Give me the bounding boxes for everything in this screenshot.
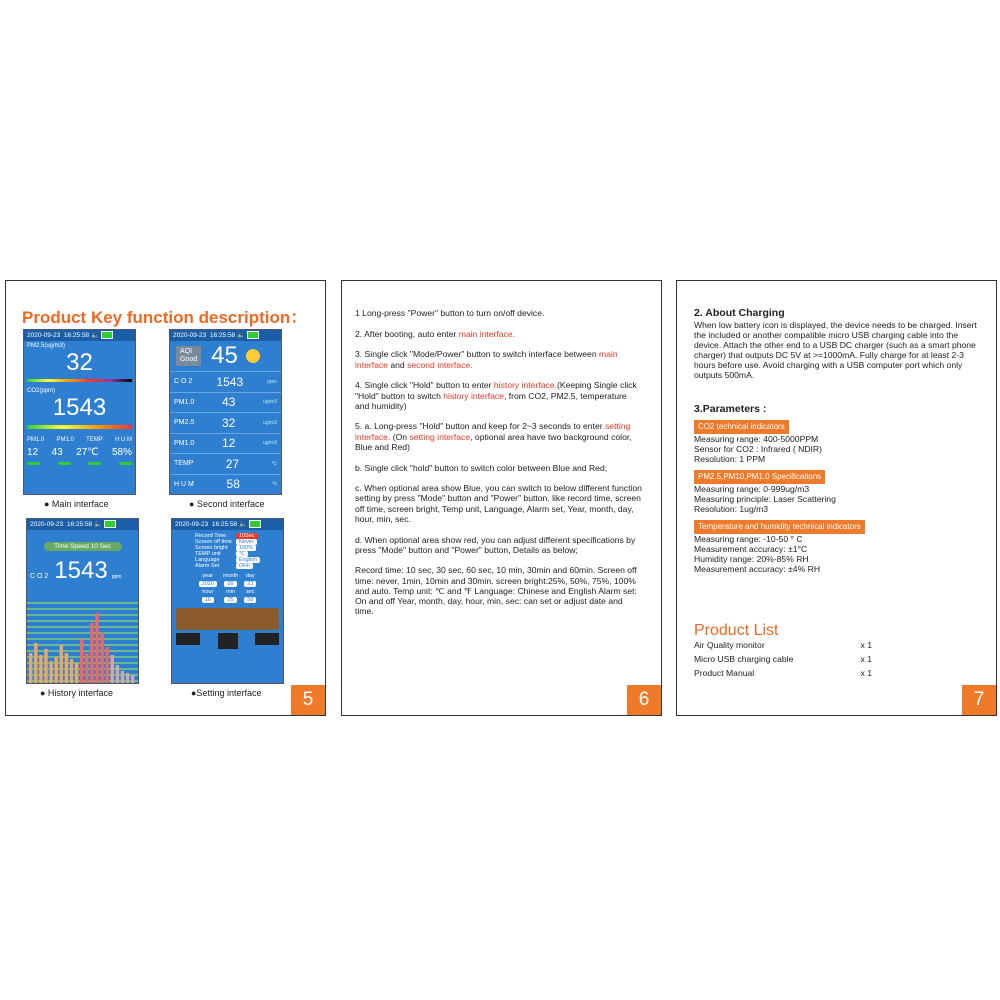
page-number: 5 bbox=[291, 685, 325, 715]
history-bar bbox=[39, 655, 42, 683]
button-row bbox=[176, 633, 279, 649]
page-number: 7 bbox=[962, 685, 996, 715]
history-bar-chart bbox=[27, 599, 138, 683]
speaker-icon: 🔈 bbox=[237, 332, 246, 339]
time-speed-badge: Time Speed 10 Sec bbox=[44, 542, 122, 551]
instruction-paragraph: 5. a. Long-press "Hold" button and keep for 2~3 seconds to enter setting interface. (On setting interface, optional area have two background color, Blue and Red) bbox=[355, 421, 632, 452]
setting-row: Screen off time Never bbox=[193, 539, 262, 545]
date-time-table: year month day 2020 09 23 hour min sec 16 25 58 bbox=[195, 571, 261, 605]
setting-row: Language English bbox=[193, 557, 262, 563]
history-bar bbox=[75, 663, 78, 683]
second-metric-list bbox=[170, 372, 281, 495]
help-panel bbox=[176, 608, 279, 630]
parameter-line: Resolution: 1 PPM bbox=[694, 454, 766, 464]
parameter-groups bbox=[694, 420, 984, 574]
parameter-line: Measuring range: -10-50 ° C bbox=[694, 534, 803, 544]
co2-label: CO2(ppm) bbox=[27, 388, 56, 394]
history-bar bbox=[95, 613, 98, 683]
history-bar bbox=[100, 633, 103, 683]
history-bar bbox=[106, 647, 109, 683]
charging-section bbox=[694, 308, 984, 380]
setting-row: Record Time 10Sec bbox=[193, 533, 262, 539]
history-bar bbox=[34, 643, 37, 683]
instruction-paragraph: 2. After booting, auto enter main interface. bbox=[355, 328, 516, 339]
history-interface-screen bbox=[26, 518, 139, 684]
metric-row: PM2.5 32 ug/m3 bbox=[170, 413, 281, 434]
parameter-line: Measurement accuracy: ±4% RH bbox=[694, 564, 821, 574]
history-bar bbox=[90, 623, 93, 683]
metric-row: H U M 58 % bbox=[170, 475, 281, 496]
battery-icon bbox=[101, 331, 113, 339]
history-interface-caption: ● History interface bbox=[40, 688, 113, 698]
setting-row: Screen bright 100% bbox=[193, 545, 262, 551]
history-bar bbox=[131, 675, 134, 683]
history-bar bbox=[65, 653, 68, 683]
aqi-row: AQI Good 45 bbox=[170, 341, 281, 372]
history-bar bbox=[49, 661, 52, 683]
speaker-icon: 🔈 bbox=[94, 521, 103, 528]
status-bar: 2020-09-23 16:25:58 🔈 bbox=[172, 519, 283, 530]
parameter-tag: PM2.5,PM10,PM1.0 Specifications bbox=[694, 470, 825, 484]
product-list-section bbox=[694, 622, 984, 680]
parameter-tag: CO2 technical indicators bbox=[694, 420, 789, 434]
instruction-paragraph: 4. Single click "Hold" button to enter history interface.(Keeping Single click "Hold" button to switch history interface, from CO2, PM2.5, temperature and humidity) bbox=[355, 380, 637, 411]
history-bar bbox=[85, 653, 88, 683]
parameter-line: Sensor for CO2 : Infrared ( NDIR) bbox=[694, 444, 822, 454]
parameter-tag: Temperature and humidity technical indicators bbox=[694, 520, 865, 534]
status-bar: 2020-09-23 16:25:58 🔈 bbox=[24, 330, 135, 341]
co2-scale bbox=[27, 425, 132, 429]
manual-page-6 bbox=[341, 280, 662, 716]
speaker-icon: 🔈 bbox=[91, 332, 100, 339]
parameter-group bbox=[694, 470, 984, 514]
parameter-line: Measuring principle: Laser Scattering bbox=[694, 494, 836, 504]
charging-title: 2. About Charging bbox=[694, 307, 785, 319]
main-interface-screen bbox=[23, 329, 136, 495]
history-co2: C O 2 1543 ppm bbox=[30, 557, 122, 584]
history-bar bbox=[126, 673, 129, 683]
power-button-icon bbox=[176, 633, 200, 645]
instruction-paragraph: 1 Long-press "Power" button to turn on/off device. bbox=[355, 308, 545, 318]
history-bar bbox=[80, 639, 83, 683]
page-number: 6 bbox=[627, 685, 661, 715]
metric-row: PM1.0 43 ug/m3 bbox=[170, 393, 281, 414]
speaker-icon: 🔈 bbox=[239, 521, 248, 528]
product-row: Air Quality monitor x 1 bbox=[694, 640, 872, 650]
parameter-line: Measuring range: 400-5000PPM bbox=[694, 434, 819, 444]
main-interface-caption: ● Main interface bbox=[44, 499, 109, 509]
page-title: Product Key function description： bbox=[22, 308, 308, 327]
pm25-label: PM2.5(ug/m3) bbox=[27, 343, 66, 349]
parameter-group bbox=[694, 420, 984, 464]
battery-icon bbox=[247, 331, 259, 339]
battery-icon bbox=[249, 520, 261, 528]
instructions-text bbox=[355, 308, 643, 627]
history-bar bbox=[111, 655, 114, 683]
setting-interface-screen bbox=[171, 518, 284, 684]
parameter-line: Humidity range: 20%-85% RH bbox=[694, 554, 809, 564]
settings-table bbox=[193, 533, 262, 569]
battery-icon bbox=[104, 520, 116, 528]
manual-page-7 bbox=[676, 280, 997, 716]
metric-labels: PM1.0 PM1.0 TEMP H U M bbox=[27, 437, 132, 443]
history-bar bbox=[60, 645, 63, 683]
history-bar bbox=[44, 649, 47, 683]
product-row: Product Manual x 1 bbox=[694, 668, 872, 678]
setting-row: TEMP unit ℃ bbox=[193, 551, 262, 557]
product-row: Micro USB charging cable x 1 bbox=[694, 654, 872, 664]
setting-row: Alarm Set OFF bbox=[193, 563, 262, 569]
second-interface-screen bbox=[169, 329, 282, 495]
instruction-paragraph: c. When optional area show Blue, you can switch to below different function setting by press "Mode" button and "Power" button. like record time, screen off time, screen bright, Temp unit, Language, Alarm set, Year, month, day, hour, min, sec. bbox=[355, 483, 642, 524]
charging-text: When low battery icon is displayed, the device needs to be charged. Insert the included or another compatible micro USB charging cable into the device. Attach the other end to a USB DC charger (such as a smart phone charger) that outputs DC 5V at >=1000mA. Fully charge for at least 2-3 hours before use. Avoid charging with a USB computer port which only outputs 500mA. bbox=[694, 320, 977, 380]
metric-row: TEMP 27 ℃ bbox=[170, 454, 281, 475]
history-bar bbox=[116, 665, 119, 683]
metric-row: C O 2 1543 ppm bbox=[170, 372, 281, 393]
co2-value: 1543 bbox=[52, 394, 107, 421]
parameters-section bbox=[694, 404, 984, 574]
smiley-icon bbox=[246, 349, 260, 363]
setting-interface-caption: ●Setting interface bbox=[191, 688, 262, 698]
parameters-title: 3.Parameters : bbox=[694, 403, 767, 415]
history-bar bbox=[70, 659, 73, 683]
second-interface-caption: ● Second interface bbox=[189, 499, 265, 509]
instruction-paragraph: b. Single click "hold" button to switch color between Blue and Red; bbox=[355, 462, 608, 473]
parameter-line: Resolution: 1ug/m3 bbox=[694, 504, 769, 514]
manual-page-5 bbox=[5, 280, 326, 716]
parameter-group bbox=[694, 520, 984, 574]
hold-button-icon bbox=[218, 633, 238, 649]
status-indicators bbox=[27, 462, 132, 465]
product-list-title: Product List bbox=[694, 622, 779, 639]
status-bar: 2020-09-23 16:25:58 🔈 bbox=[27, 519, 138, 530]
parameter-line: Measurement accuracy: ±1°C bbox=[694, 544, 808, 554]
aqi-value: 45 bbox=[211, 342, 238, 369]
mode-button-icon bbox=[255, 633, 279, 645]
metric-row: PM1.0 12 ug/m3 bbox=[170, 434, 281, 455]
instruction-paragraph: 3. Single click "Mode/Power" button to switch interface between main interface and second interface. bbox=[355, 349, 618, 370]
instruction-paragraph: d. When optional area show red, you can adjust different specifications by press "Mode" button and "Power" button, Details as below; bbox=[355, 534, 636, 555]
product-list bbox=[694, 638, 984, 680]
metric-values: 12 43 27℃ 58% bbox=[27, 447, 132, 458]
status-bar: 2020-09-23 16:25:58 🔈 bbox=[170, 330, 281, 341]
history-bar bbox=[121, 671, 124, 683]
pm25-value: 32 bbox=[66, 349, 93, 376]
history-bar bbox=[55, 657, 58, 683]
pm25-scale bbox=[27, 379, 132, 382]
history-bar bbox=[29, 653, 32, 683]
parameter-line: Measuring range: 0-999ug/m3 bbox=[694, 484, 810, 494]
instruction-paragraph: Record time: 10 sec, 30 sec, 60 sec, 10 min, 30min and 60min. Screen off time: never, 1min, 10min and 30min. screen bright:25%, 50%, 75%, 100% and auto. Temp unit: ℃ and ℉ Language: Chinese and English Alarm set: On and off Year, month, day, hour, min, sec: can set or adjust date and time. bbox=[355, 565, 637, 617]
